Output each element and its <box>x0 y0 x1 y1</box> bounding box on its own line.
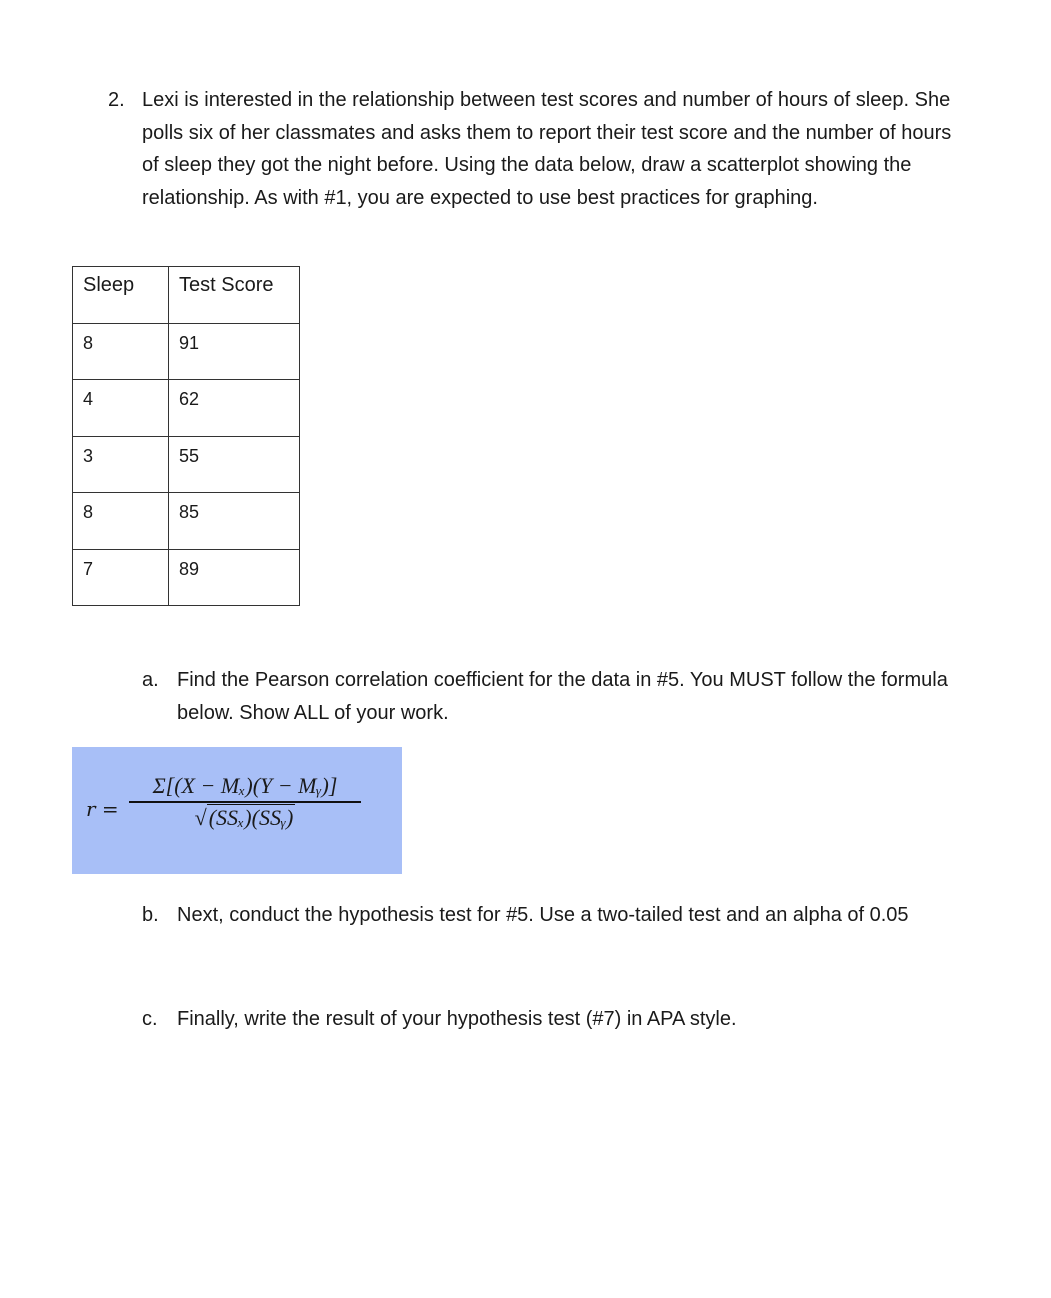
formula-lhs: r = <box>86 797 119 821</box>
formula-denominator: (SSₓ)(SSᵧ) <box>208 804 294 830</box>
cell-sleep: 7 <box>73 549 169 606</box>
data-table <box>72 266 300 606</box>
part-a-letter: a. <box>142 669 159 691</box>
part-c-text: Finally, write the result of your hypothesis test (#7) in APA style. <box>177 1008 737 1030</box>
cell-sleep: 3 <box>73 436 169 493</box>
cell-sleep: 8 <box>73 323 169 380</box>
header-sleep: Sleep <box>73 267 169 324</box>
part-b-letter: b. <box>142 904 159 926</box>
part-a-text: Find the Pearson correlation coefficient for the data in #5. You MUST follow the formula below. Show ALL of your work. <box>177 669 948 724</box>
formula-box <box>72 747 402 874</box>
part-b <box>142 899 967 932</box>
table-row <box>73 380 300 437</box>
cell-test-score: 62 <box>169 380 300 437</box>
cell-sleep: 4 <box>73 380 169 437</box>
table-row <box>73 493 300 550</box>
cell-sleep: 8 <box>73 493 169 550</box>
part-a <box>142 664 967 729</box>
part-b-text: Next, conduct the hypothesis test for #5. Use a two-tailed test and an alpha of 0.05 <box>177 904 909 926</box>
cell-test-score: 55 <box>169 436 300 493</box>
part-c <box>142 1003 967 1036</box>
table-row <box>73 323 300 380</box>
formula-denominator-wrap <box>128 803 362 831</box>
header-test-score: Test Score <box>169 267 300 324</box>
sqrt-symbol: √ <box>194 804 207 830</box>
table-row <box>73 549 300 606</box>
formula-numerator: Σ[(X − Mₓ)(Y − Mᵧ)] <box>152 773 338 798</box>
part-c-letter: c. <box>142 1008 158 1030</box>
table-row <box>73 436 300 493</box>
cell-test-score: 91 <box>169 323 300 380</box>
question-text: Lexi is interested in the relationship between test scores and number of hours of sleep. She polls six of her classmates and asks them to report their test score and the number of hours of sleep they got the night before. Using the data below, draw a scatterplot showing the relationship. As with #1, you are expected to use best practices for graphing. <box>142 89 952 209</box>
table-header-row <box>73 267 300 324</box>
cell-test-score: 85 <box>169 493 300 550</box>
cell-test-score: 89 <box>169 549 300 606</box>
formula-fraction <box>128 773 362 831</box>
question-number: 2. <box>108 89 125 111</box>
